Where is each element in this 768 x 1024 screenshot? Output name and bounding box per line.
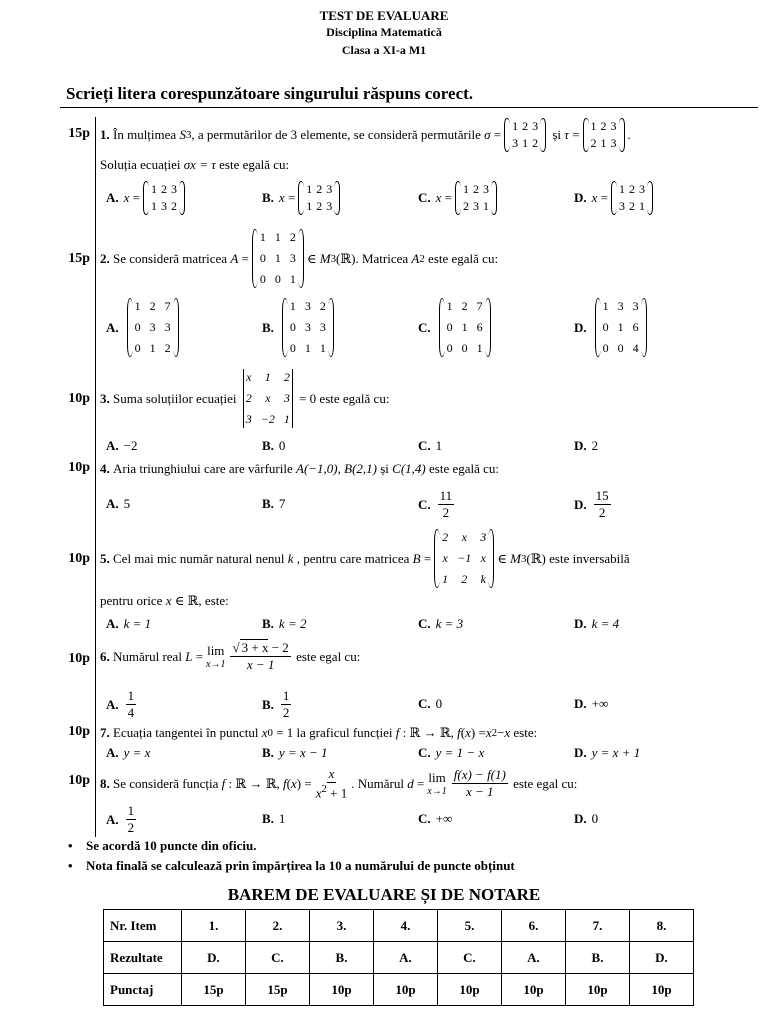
q6-points: 10p (68, 651, 90, 666)
q2-option-c: C. 1 2 7 0 1 6 0 0 1 (418, 298, 494, 357)
q7-statement: 7. Ecuația tangentei în punctul x 0 = 1 la graficul funcției f : ℝ → ℝ, f ( x ) = x 2 − x este: (100, 725, 538, 740)
points-column-divider (95, 117, 96, 837)
q7-option-c: C. y = 1 − x (418, 745, 485, 760)
q1-option-d: D. x = 1 2 3 3 2 1 (574, 181, 656, 215)
barem-table (103, 909, 694, 1006)
table-row: Rezultate D. C. B. A. C. A. B. D. (104, 942, 694, 974)
q6-option-a: A. $\frac{1}{4}$ (106, 688, 135, 720)
table-row: Punctaj 15p 15p 10p 10p 10p 10p 10p 10p (104, 974, 694, 1006)
q1-points: 15p (68, 126, 90, 141)
q5-option-c: C. k = 3 (418, 616, 464, 631)
q4-option-a: A. 5 (106, 496, 131, 511)
q1-option-b: B. x = 1 2 3 1 2 3 (262, 181, 343, 215)
discipline: Disciplina Matematică (326, 25, 442, 39)
q4-option-c: C. $\frac{11}{2}$ (418, 488, 453, 520)
q5-line2: pentru orice x ∈ ℝ , este: (100, 593, 229, 608)
q1-option-a: A. x = 1 2 3 1 3 2 (106, 181, 188, 215)
matrix-sigma: 1 2 3 3 1 2 (504, 118, 546, 152)
divider (60, 107, 758, 108)
q8-option-d: D. 0 (574, 811, 599, 826)
class-label: Clasa a XI-a M1 (341, 43, 427, 57)
q8-option-b: B. 1 (262, 811, 286, 826)
matrix-a: 1 1 2 0 1 3 0 0 1 (252, 229, 304, 288)
q3-option-d: D. 2 (574, 438, 599, 453)
q4-statement: 4. Aria triunghiului care are vârfurile A(−1,0), B(2,1) și C(1,4) este egală cu: (100, 461, 500, 476)
q7-option-d: D. y = x + 1 (574, 745, 641, 760)
q4-option-b: B. 7 (262, 496, 286, 511)
test-title: TEST DE EVALUARE (319, 8, 449, 23)
q4-points: 10p (68, 460, 90, 475)
instruction: Scrieți litera corespunzătoare singurului răspuns corect. (66, 84, 474, 103)
q6-option-b: B. $\frac{1}{2}$ (262, 688, 290, 720)
q1-statement: 1. În mulțimea S 3 , a permutărilor de 3 elemente, se consideră permutările σ = 1 2 3 3 1 2 și τ = 1 2 3 2 1 3 . (100, 119, 631, 150)
q5-points: 10p (68, 551, 90, 566)
q3-option-a: A. −2 (106, 438, 138, 453)
matrix-tau: 1 2 3 2 1 3 (583, 118, 625, 152)
note-item: • Se acordă 10 puncte din oficiu. (68, 838, 257, 853)
q6-option-c: C. 0 (418, 696, 443, 711)
q3-option-c: C. 1 (418, 438, 443, 453)
q5-option-a: A. k = 1 (106, 616, 152, 631)
q1-line2: Soluția ecuației σx = τ este egală cu: (100, 157, 290, 172)
matrix-b: 2 x 3 x −1 x 1 2 k (434, 529, 494, 588)
q3-statement: 3. Suma soluțiilor ecuației x 1 2 2 x 3 3 −2 1 = 0 este egală cu: (100, 370, 390, 426)
q7-option-a: A. y = x (106, 745, 151, 760)
limit: lim x→1 (206, 643, 226, 670)
q8-option-a: A. $\frac{1}{2}$ (106, 803, 135, 835)
q3-option-b: B. 0 (262, 438, 286, 453)
q7-option-b: B. y = x − 1 (262, 745, 328, 760)
q8-points: 10p (68, 773, 90, 788)
table-row: Nr. Item 1. 2. 3. 4. 5. 6. 7. 8. (104, 910, 694, 942)
q1-number: 1. (100, 127, 110, 142)
barem-title: BAREM DE EVALUARE ȘI DE NOTARE (227, 885, 541, 904)
q6-statement: 6. Numărul real L = lim x→1 $\frac{√ 3 + x - 2}{x - 1}$ este egal cu: (100, 640, 361, 672)
q5-option-b: B. k = 2 (262, 616, 307, 631)
q8-option-c: C. +∞ (418, 811, 453, 826)
q4-option-d: D. $\frac{15}{2}$ (574, 488, 609, 520)
determinant: x 1 2 2 x 3 3 −2 1 (243, 369, 293, 428)
q5-statement: 5. Cel mai mic număr natural nenul k , pentru care matricea B = 2 x 3 x −1 x 1 2 k ∈ M 3 (ℝ) este inversabilă (100, 530, 630, 586)
q1-option-c: C. x = 1 2 3 2 3 1 (418, 181, 500, 215)
q3-points: 10p (68, 391, 90, 406)
q2-option-d: D. 1 3 3 0 1 6 0 0 4 (574, 298, 650, 357)
q2-option-b: B. 1 3 2 0 3 3 0 1 1 (262, 298, 337, 357)
q8-statement: 8. Se consideră funcția f : ℝ → ℝ, f ( x ) = $\frac{x}{x^2 + 1}$ . Numărul d = lim x→1 $\frac{f(x) - f(1)}{x - 1}$ este egal cu: (100, 766, 578, 801)
q2-points: 15p (68, 251, 90, 266)
q5-option-d: D. k = 4 (574, 616, 620, 631)
q2-option-a: A. 1 2 7 0 3 3 0 1 2 (106, 298, 182, 357)
notes (68, 838, 515, 878)
note-item: • Nota finală se calculează prin împărțirea la 10 a numărului de puncte obținut (68, 858, 515, 873)
q6-option-d: D. +∞ (574, 696, 609, 711)
q2-statement: 2. Se consideră matricea A = 1 1 2 0 1 3 0 0 1 ∈ M 3 (ℝ) . Matricea A 2 este egală cu: (100, 230, 499, 286)
q7-points: 10p (68, 724, 90, 739)
